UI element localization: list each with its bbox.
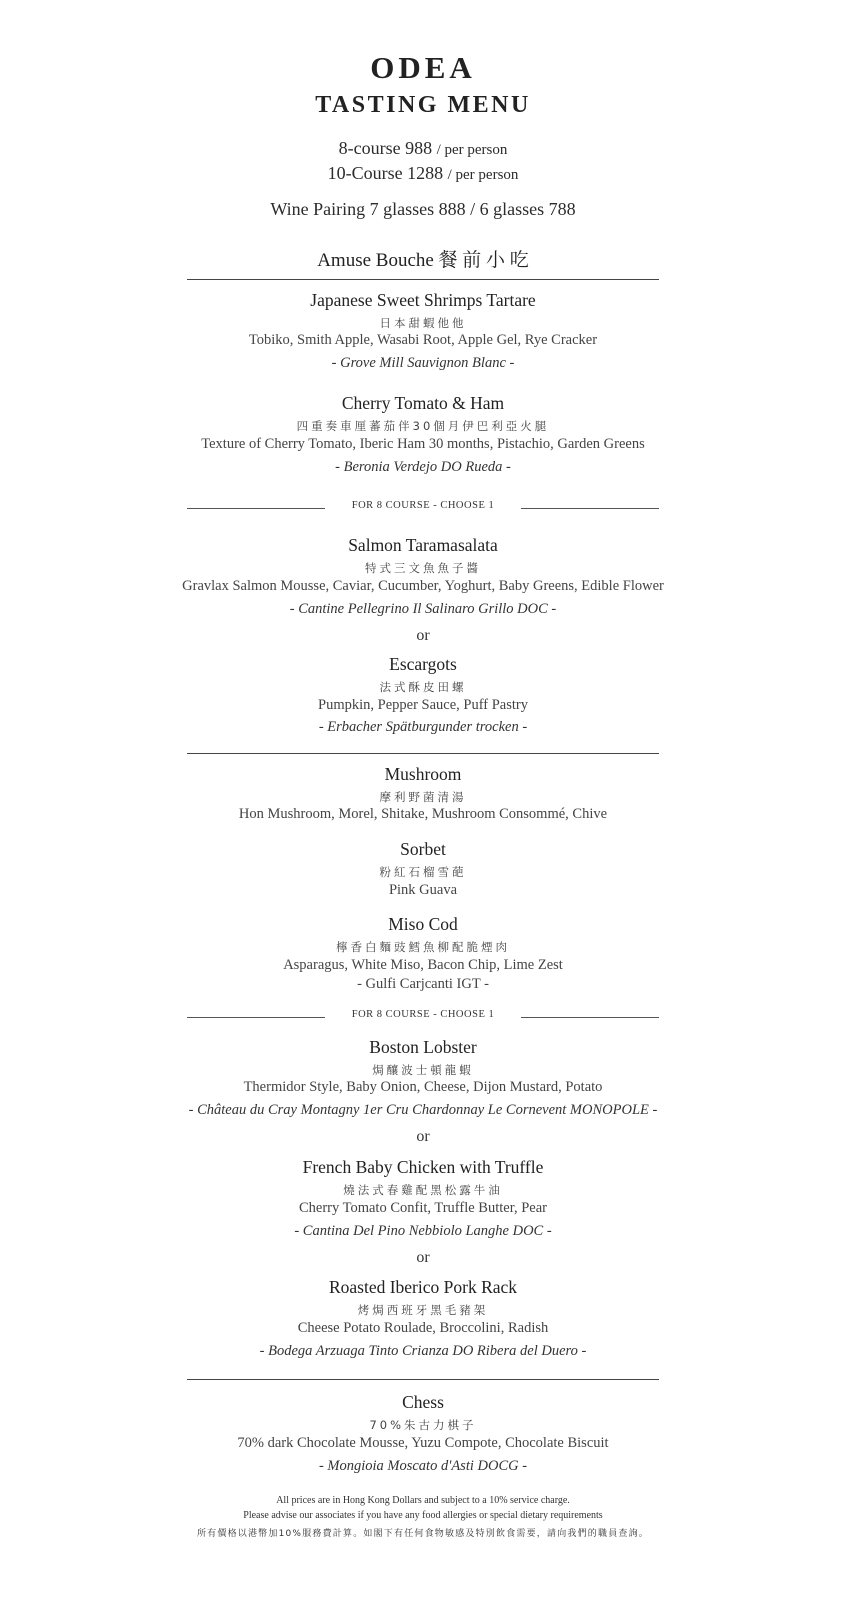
price-8-unit: / per person	[436, 142, 508, 158]
dish-name: Japanese Sweet Shrimps Tartare	[310, 290, 536, 310]
wine-pairing: - Cantina Del Pino Nebbiolo Langhe DOC -	[294, 1223, 552, 1239]
dish-chinese-name: 特式三文魚魚子醬	[365, 561, 481, 575]
wine-pairing: - Grove Mill Sauvignon Blanc -	[331, 355, 515, 371]
choose-one-divider	[187, 1009, 659, 1027]
price-10-course	[0, 163, 846, 184]
footer-allergy-note: Please advise our associates if you have any food allergies or special dietary requirements	[243, 1510, 603, 1521]
choose-one-divider	[187, 500, 659, 518]
dish-chinese-name: 烤焗西班牙黑毛豬架	[357, 1303, 489, 1317]
footer-price-note: All prices are in Hong Kong Dollars and subject to a 10% service charge.	[276, 1495, 570, 1506]
wine-pairing: - Gulfi Carjcanti IGT -	[357, 976, 489, 992]
dish-description: Gravlax Salmon Mousse, Caviar, Cucumber, Yoghurt, Baby Greens, Edible Flower	[182, 578, 664, 594]
wine-pairing: - Cantine Pellegrino Il Salinaro Grillo DOC -	[289, 601, 557, 617]
dish-description: Tobiko, Smith Apple, Wasabi Root, Apple Gel, Rye Cracker	[248, 332, 598, 348]
divider	[187, 279, 659, 280]
dish-chinese-name: 粉紅石榴雪葩	[379, 865, 467, 879]
dish-chinese-name: 檸香白麵豉鱈魚柳配脆煙肉	[336, 940, 510, 954]
amuse-bouche-title: Amuse Bouche 餐 前 小 吃	[317, 250, 529, 271]
dish-chinese-name: 摩利野菌清湯	[379, 790, 467, 804]
or-separator: or	[416, 1128, 430, 1145]
dish-name: Salmon Taramasalata	[348, 535, 498, 555]
dish-chinese-name: 四重奏車厘蕃茄伴30個月伊巴利亞火腿	[296, 419, 550, 433]
divider-right	[521, 1017, 659, 1018]
restaurant-name: ODEA	[370, 50, 476, 85]
price-8-course	[0, 138, 846, 159]
wine-pairing: - Mongioia Moscato d'Asti DOCG -	[318, 1458, 528, 1474]
price-10-unit: / per person	[447, 167, 519, 183]
dish-chinese-name: 70%朱古力棋子	[369, 1418, 477, 1432]
dish-name: Cherry Tomato & Ham	[341, 393, 505, 413]
wine-pairing: - Erbacher Spätburgunder trocken -	[318, 719, 528, 735]
dish-description: Asparagus, White Miso, Bacon Chip, Lime Zest	[283, 957, 563, 973]
wine-pairing-price: Wine Pairing 7 glasses 888 / 6 glasses 788	[270, 199, 576, 219]
divider-right	[521, 508, 659, 509]
price-10-label: 10-Course 1288	[327, 163, 444, 183]
dish-name: French Baby Chicken with Truffle	[302, 1157, 544, 1177]
dish-description: Texture of Cherry Tomato, Iberic Ham 30 months, Pistachio, Garden Greens	[201, 436, 645, 452]
dish-name: Sorbet	[400, 839, 446, 859]
dish-name: Mushroom	[384, 764, 462, 784]
dish-description: Thermidor Style, Baby Onion, Cheese, Dijon Mustard, Potato	[243, 1079, 603, 1095]
dish-chinese-name: 焗釀波士頓龍蝦	[372, 1063, 474, 1077]
wine-pairing: - Beronia Verdejo DO Rueda -	[335, 459, 511, 475]
dish-name: Roasted Iberico Pork Rack	[328, 1277, 518, 1297]
divider	[187, 1379, 659, 1380]
menu-title: TASTING MENU	[315, 92, 531, 118]
or-separator: or	[416, 1249, 430, 1266]
dish-chinese-name: 法式酥皮田螺	[379, 680, 467, 694]
dish-name: Chess	[402, 1392, 444, 1412]
dish-description: Pink Guava	[388, 882, 458, 898]
choose-label: FOR 8 COURSE - CHOOSE 1	[351, 1009, 495, 1020]
choose-label: FOR 8 COURSE - CHOOSE 1	[351, 500, 495, 511]
footer-chinese-note: 所有價格以港幣加10%服務費計算。如閣下有任何食物敏感及特別飲食需要，請向我們的職員查詢。	[196, 1529, 649, 1539]
dish-description: 70% dark Chocolate Mousse, Yuzu Compote, Chocolate Biscuit	[237, 1435, 609, 1451]
divider	[187, 753, 659, 754]
wine-pairing: - Bodega Arzuaga Tinto Crianza DO Ribera del Duero -	[259, 1343, 587, 1359]
price-8-label: 8-course 988	[338, 138, 433, 158]
dish-description: Hon Mushroom, Morel, Shitake, Mushroom Consommé, Chive	[238, 806, 608, 822]
dish-chinese-name: 日本甜蝦他他	[379, 316, 467, 330]
wine-pairing: - Château du Cray Montagny 1er Cru Chardonnay Le Cornevent MONOPOLE -	[188, 1102, 658, 1118]
dish-description: Pumpkin, Pepper Sauce, Puff Pastry	[318, 697, 528, 713]
dish-description: Cheese Potato Roulade, Broccolini, Radish	[297, 1320, 549, 1336]
dish-name: Boston Lobster	[369, 1037, 477, 1057]
dish-description: Cherry Tomato Confit, Truffle Butter, Pear	[299, 1200, 547, 1216]
dish-chinese-name: 燒法式春雞配黑松露牛油	[343, 1183, 503, 1197]
dish-name: Miso Cod	[388, 914, 458, 934]
dish-name: Escargots	[389, 654, 457, 674]
or-separator: or	[416, 627, 430, 644]
